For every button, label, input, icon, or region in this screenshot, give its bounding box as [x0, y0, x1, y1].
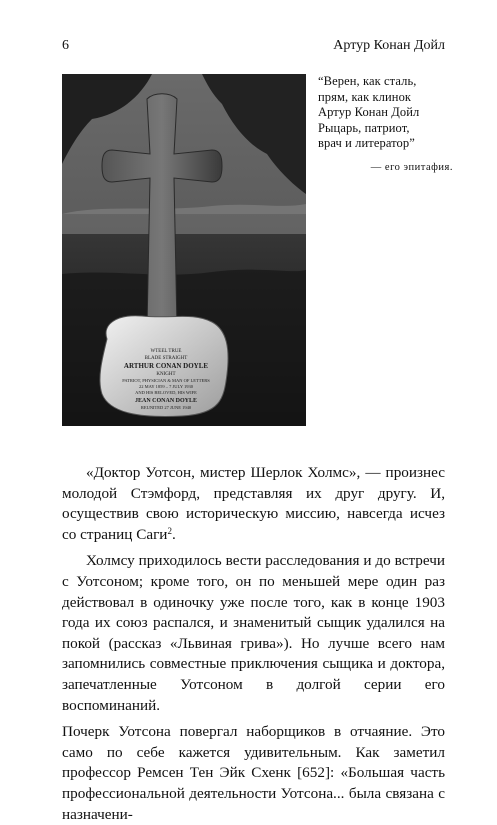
epigraph: [318, 74, 453, 175]
stone-line: ARTHUR CONAN DOYLE: [123, 362, 209, 370]
gravestone-photo: [62, 74, 306, 426]
stone-line: JEAN CONAN DOYLE: [134, 398, 198, 404]
paragraph-text: «Доктор Уотсон, мистер Шерлок Холмс», — произнес молодой Стэмфорд, представляя их друг другу. И, осуществив свою историческую миссию, навсегда исчез со страниц Саги: [62, 464, 445, 543]
epigraph-source: — его эпитафия.: [370, 161, 453, 173]
stone-line: REUNITED 27 JUNE 1940: [140, 405, 192, 410]
paragraph-end: .: [171, 525, 176, 543]
stone-line: 22 MAY 1859 – 7 JULY 1930: [138, 384, 194, 389]
stone-line: KNIGHT: [156, 372, 176, 377]
stone-line: BLADE STRAIGHT: [144, 356, 188, 361]
paragraph: Почерк Уотсона повергал наборщиков в отчаяние. Это само по себе кажется удивительным. Как заметил профессор Ремсен Тен Эйк Схенк [652]: «Большая часть профессиональной деятельности Уотсона... была связана с назначени-: [62, 723, 445, 823]
running-title: Артур Конан Дойл: [333, 38, 445, 53]
body-text: [62, 463, 445, 825]
epigraph-quote: “Верен, как сталь, прям, как клинок Артур Конан Дойл Рыцарь, патриот, врач и литератор”: [318, 74, 420, 150]
page-header: [62, 38, 445, 56]
stone-line: WTEEL TRUE: [150, 349, 182, 354]
page-number: 6: [62, 38, 69, 53]
stone-line: AND HIS BELOVED, HIS WIFE: [135, 390, 197, 395]
stone-line: PATRIOT, PHYSICIAN & MAN OF LETTERS: [122, 378, 210, 383]
footnote-marker[interactable]: 2: [167, 525, 172, 536]
paragraph: [62, 463, 445, 545]
paragraph: Холмсу приходилось вести расследования и до встречи с Уотсоном; кроме того, он по меньшей мере один раз действовал в одиночку уже после того, как в конце 1903 года их союз распался, и знаменитый сыщик удалился на покой (рассказ «Львиная грива»). Но лучше всего нам запомнились совместные приключения сыщика и доктора, запечатленные Уотсоном в долгой серии его воспоминаний.: [62, 552, 445, 714]
